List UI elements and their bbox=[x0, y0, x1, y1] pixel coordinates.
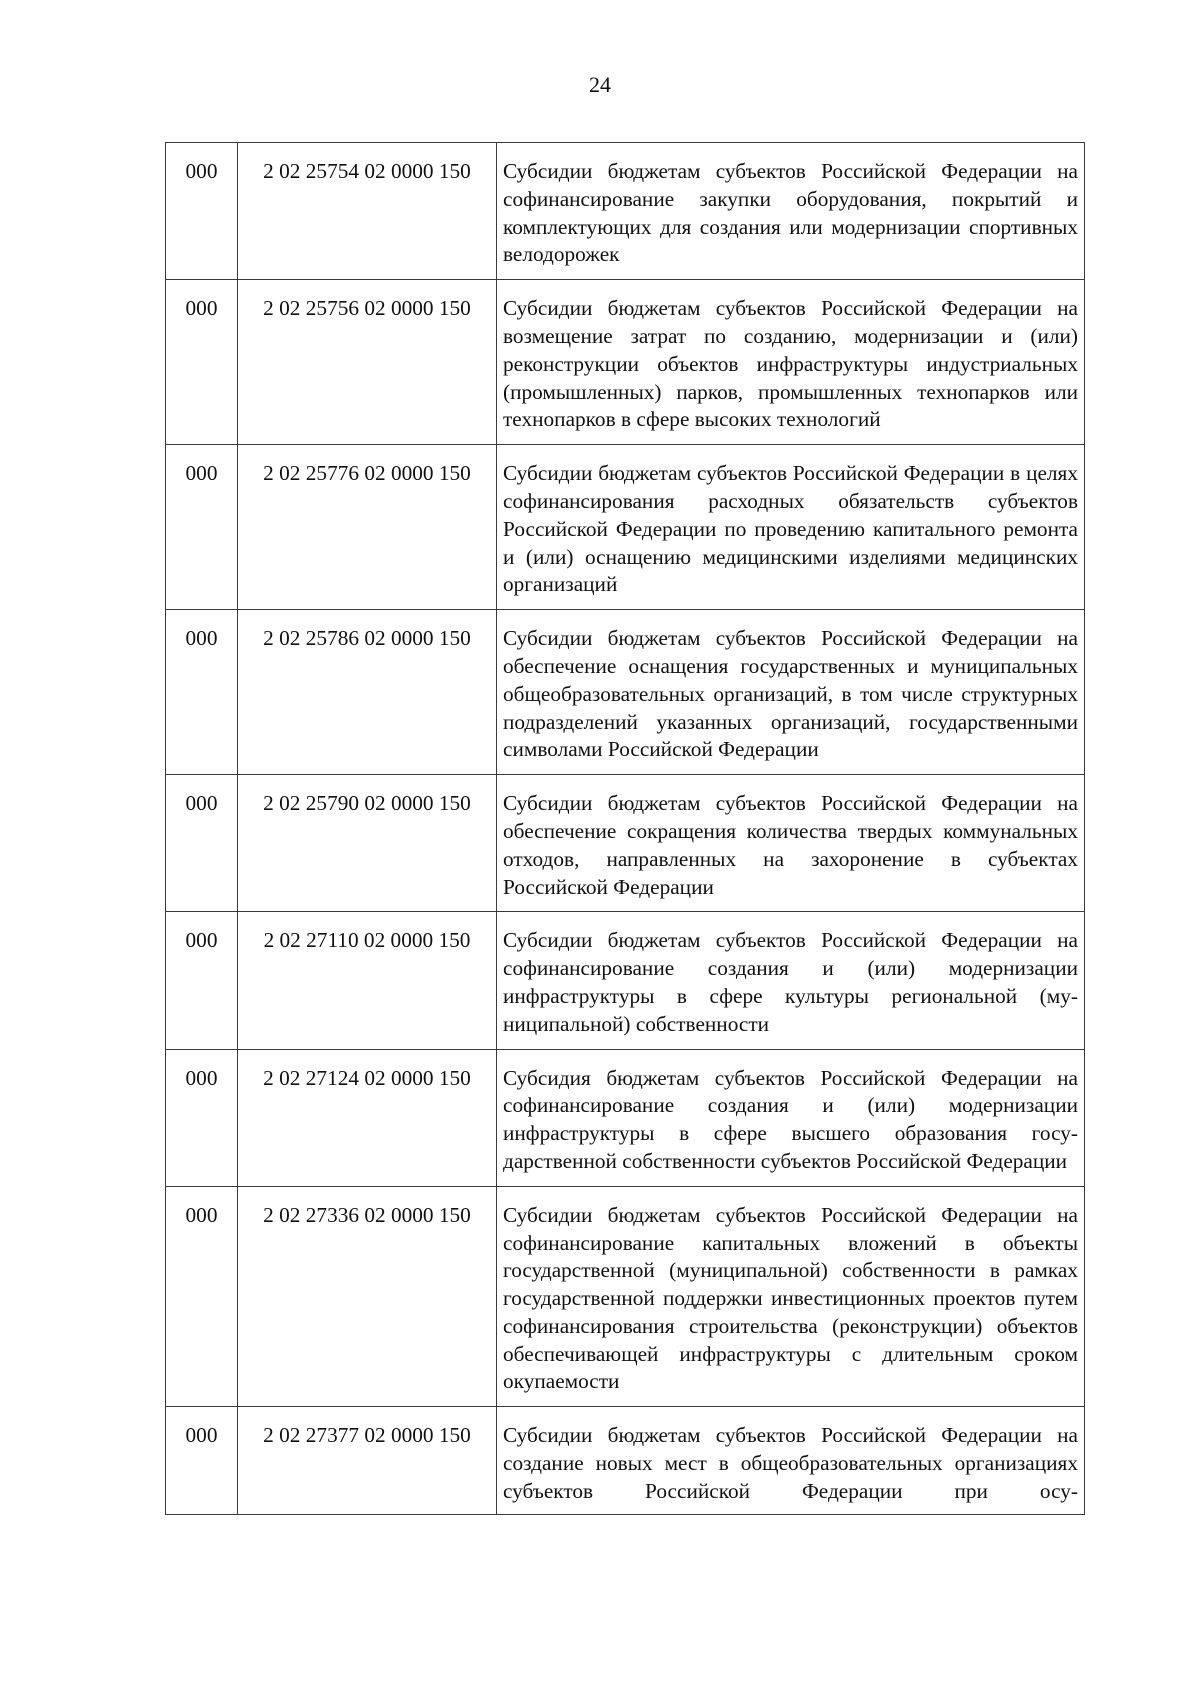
admin-code-cell: 000 bbox=[166, 1186, 238, 1407]
table-row bbox=[166, 912, 1085, 1049]
income-name-cell: Субсидии бюджетам субъектов Российской Федерации на софинансирование закупки оборудования, покрытий и комплектующих для создания или модернизации спортивных велодорожек bbox=[497, 143, 1085, 280]
kbk-code-cell: 2 02 27110 02 0000 150 bbox=[238, 912, 497, 1049]
table-row bbox=[166, 775, 1085, 912]
income-name-cell: Субсидии бюджетам субъектов Российской Федерации на возмещение затрат по созданию, модернизации и (или) реконструкции объектов инфраструктуры индустриальных (промышленных) парков, промышленных технопарков или технопарков в сфере высоких технологий bbox=[497, 280, 1085, 445]
table-row bbox=[166, 280, 1085, 445]
page-number: 24 bbox=[589, 72, 611, 97]
kbk-code-cell: 2 02 25754 02 0000 150 bbox=[238, 143, 497, 280]
kbk-code-cell: 2 02 27336 02 0000 150 bbox=[238, 1186, 497, 1407]
income-name-cell: Субсидии бюджетам субъектов Российской Федерации на создание новых мест в общеобразовательных организациях субъектов Российской Федерации при осу- bbox=[497, 1407, 1085, 1514]
kbk-code-cell: 2 02 27124 02 0000 150 bbox=[238, 1049, 497, 1186]
table-row bbox=[166, 143, 1085, 280]
income-name-cell: Субсидии бюджетам субъектов Российской Федерации на софинансирование капитальных вложений в объекты государственной (муниципальной) собственности в рамках государственной поддержки инвестиционных проектов путем софинансирования строительства (реконструкции) объектов обеспечивающей инфраструктуры с длительным сроком окупаемости bbox=[497, 1186, 1085, 1407]
income-name-cell: Субсидии бюджетам субъектов Российской Федерации в целях софинансирования расходных обязательств субъектов Российской Федерации по проведению капитального ремонта и (или) оснащению медицинскими изделиями медицинских организаций bbox=[497, 445, 1085, 610]
admin-code-cell: 000 bbox=[166, 445, 238, 610]
income-name-cell: Субсидии бюджетам субъектов Российской Федерации на обеспечение сокращения количества твердых коммунальных отходов, направленных на захоронение в субъектах Российской Федерации bbox=[497, 775, 1085, 912]
kbk-code-cell: 2 02 25790 02 0000 150 bbox=[238, 775, 497, 912]
kbk-code-cell: 2 02 25756 02 0000 150 bbox=[238, 280, 497, 445]
income-name-cell: Субсидии бюджетам субъектов Российской Федерации на софинансирование создания и (или) модернизации инфраструктуры в сфере культуры региональной (муниципальной) собственности bbox=[497, 912, 1085, 1049]
table-row bbox=[166, 445, 1085, 610]
kbk-code-cell: 2 02 25776 02 0000 150 bbox=[238, 445, 497, 610]
admin-code-cell: 000 bbox=[166, 775, 238, 912]
admin-code-cell: 000 bbox=[166, 610, 238, 775]
kbk-code-cell: 2 02 27377 02 0000 150 bbox=[238, 1407, 497, 1514]
table-row bbox=[166, 1186, 1085, 1407]
admin-code-cell: 000 bbox=[166, 1407, 238, 1514]
table-row bbox=[166, 1407, 1085, 1514]
table-row bbox=[166, 610, 1085, 775]
admin-code-cell: 000 bbox=[166, 1049, 238, 1186]
admin-code-cell: 000 bbox=[166, 912, 238, 1049]
income-name-cell: Субсидия бюджетам субъектов Российской Федерации на софинансирование создания и (или) модернизации инфраструктуры в сфере высшего образования государственной собственности субъектов Российской Федерации bbox=[497, 1049, 1085, 1186]
admin-code-cell: 000 bbox=[166, 280, 238, 445]
kbk-code-cell: 2 02 25786 02 0000 150 bbox=[238, 610, 497, 775]
table-row bbox=[166, 1049, 1085, 1186]
admin-code-cell: 000 bbox=[166, 143, 238, 280]
budget-codes-table bbox=[165, 142, 1085, 1515]
income-name-cell: Субсидии бюджетам субъектов Российской Федерации на обеспечение оснащения государственных и муниципальных общеобразовательных организаций, в том числе структурных подразделений указанных организаций, государственными символами Российской Федерации bbox=[497, 610, 1085, 775]
